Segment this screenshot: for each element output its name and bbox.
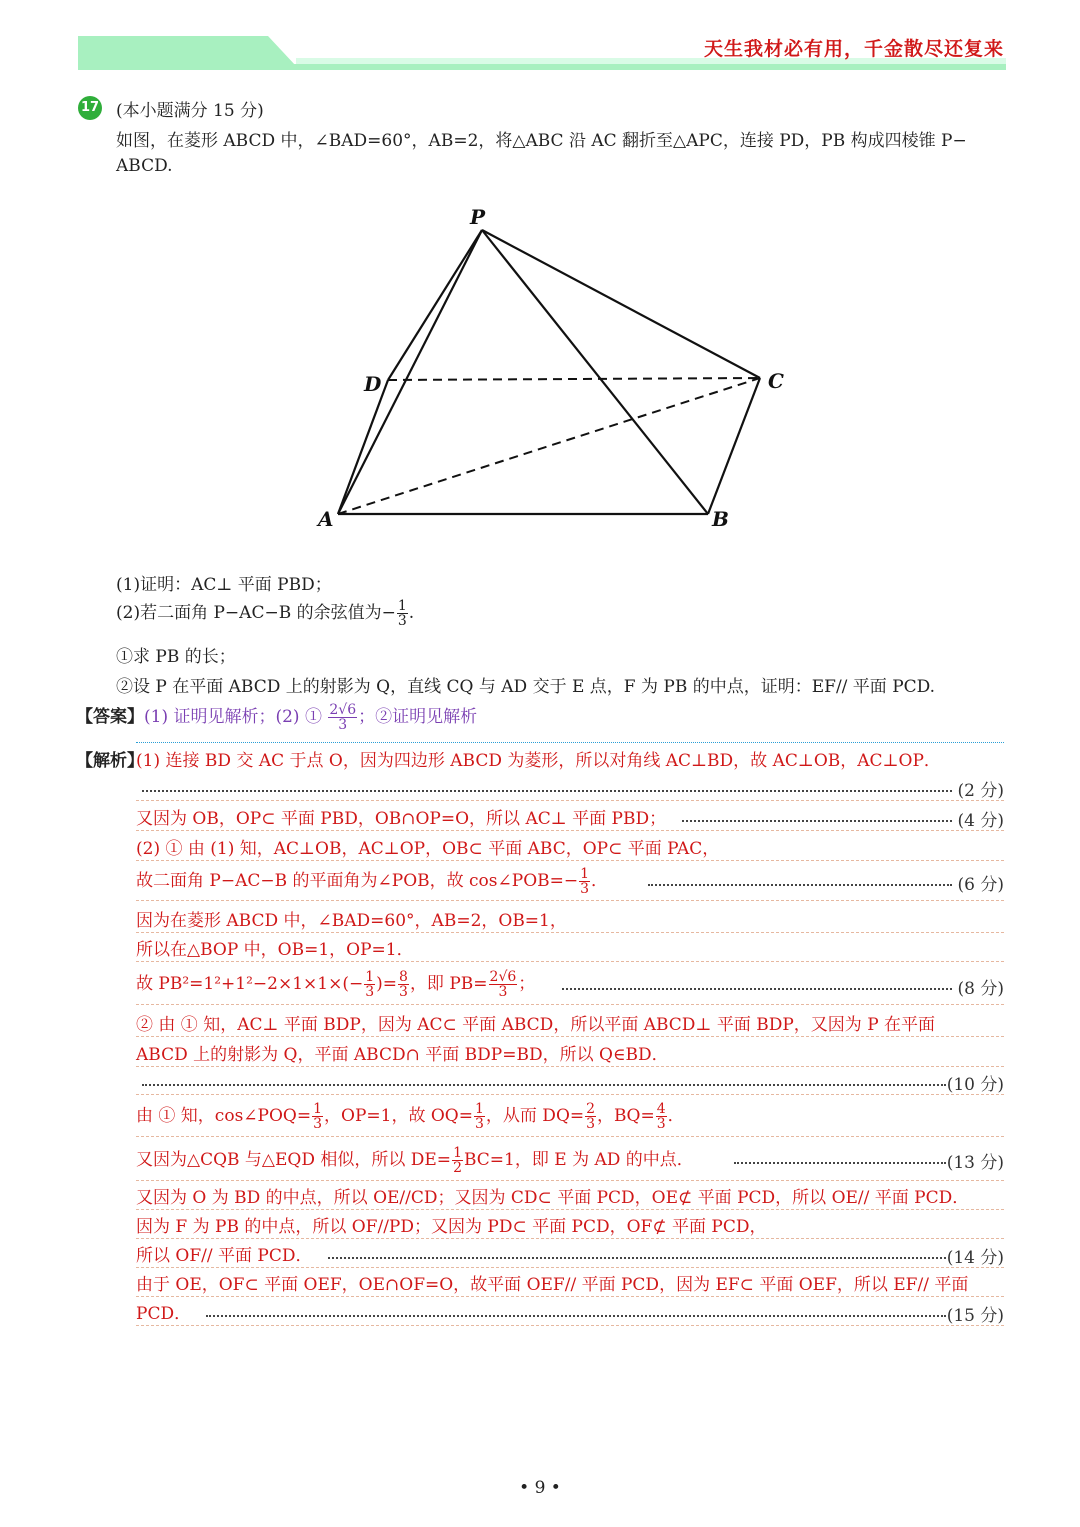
score-note: (本小题满分 15 分) (116, 101, 264, 121)
analysis-row-17: PCD． (136, 1299, 1004, 1326)
score-8: (8 分) (957, 979, 1004, 999)
score-2: (2 分) (957, 781, 1004, 801)
edge-PC (482, 230, 760, 378)
analysis-row-10 (136, 1068, 1004, 1095)
label-B: B (712, 507, 729, 531)
edge-DC-hidden (388, 378, 760, 380)
leader-dots (562, 988, 952, 990)
leader-dots (206, 1315, 946, 1317)
score-6: (6 分) (957, 875, 1004, 895)
leader-dots (328, 1257, 946, 1259)
analysis-row-5: 因为在菱形 ABCD 中，∠BAD=60°，AB=2，OB=1， (136, 906, 1004, 933)
answer-label: 【答案】 (76, 707, 144, 727)
leader-dots (142, 790, 952, 792)
part-2-text: (2)若二面角 P−AC−B 的余弦值为− (116, 603, 396, 623)
edge-PD (388, 230, 482, 380)
answer-part2: ；②证明见解析 (358, 707, 478, 727)
analysis-row-13: 又因为 O 为 BD 的中点，所以 OE//CD；又因为 CD⊂ 平面 PCD，OE⊄ 平面 PCD，所以 OE// 平面 PCD． (136, 1183, 1004, 1210)
analysis-row-6: 所以在△BOP 中，OB=1，OP=1． (136, 935, 1004, 962)
analysis-row-16: 由于 OE，OF⊂ 平面 OEF，OE∩OF=O，故平面 OEF// 平面 PCD，因为 EF⊂ 平面 OEF，所以 EF// 平面 (136, 1270, 1004, 1297)
leader-dots (734, 1162, 946, 1164)
part-2-fraction: $\frac{1}{3}$ (397, 598, 407, 629)
cos-pob-fraction: $\frac{1}{3}$ (580, 866, 590, 897)
leader-dots (648, 884, 952, 886)
pyramid-figure (306, 196, 802, 552)
score-13: (13 分) (946, 1153, 1004, 1173)
answer-fraction: $\frac{2√6}{3}$ (329, 702, 357, 733)
score-4: (4 分) (957, 811, 1004, 831)
stem-line-2: ABCD. (116, 156, 173, 176)
analysis-row-12: 又因为△CQB 与△EQD 相似，所以 DE= $\frac{1}{2}$ BC=1，即 E 为 AD 的中点． (136, 1140, 1004, 1181)
analysis-label: 【解析】 (76, 751, 144, 771)
part-2: (2)若二面角 P−AC−B 的余弦值为− $\frac{1}{3}$ . (116, 598, 415, 629)
part-1: (1)证明：AC⊥ 平面 PBD； (116, 575, 332, 595)
stem-line-1: 如图，在菱形 ABCD 中，∠BAD=60°，AB=2，将△ABC 沿 AC 翻折至△APC，连接 PD，PB 构成四棱锥 P− (116, 131, 967, 151)
leader-dots (142, 1084, 946, 1086)
leader-dots (682, 820, 952, 822)
analysis-row-1-score (136, 774, 1004, 801)
analysis-row-11: 由 ① 知，cos∠POQ= $\frac{1}{3}$ ，OP=1，故 OQ= $\frac{1}{3}$ ，从而 DQ= $\frac{2}{3}$ ，BQ= $\frac{4}{3}$ ． (136, 1096, 1004, 1137)
label-D: D (364, 372, 382, 396)
analysis-row-15: 所以 OF// 平面 PCD． (136, 1241, 1004, 1268)
answer-divider (136, 742, 1004, 743)
label-P: P (470, 205, 486, 229)
page-number: • 9 • (519, 1478, 561, 1498)
sub-question-2: ②设 P 在平面 ABCD 上的射影为 Q，直线 CQ 与 AD 交于 E 点，F 为 PB 的中点，证明：EF// 平面 PCD. (116, 677, 936, 697)
question-number-badge: 17 (78, 96, 102, 120)
edge-AC-hidden (338, 378, 760, 514)
analysis-row-8: ② 由 ① 知，AC⊥ 平面 BDP，因为 AC⊂ 平面 ABCD，所以平面 ABCD⊥ 平面 BDP，又因为 P 在平面 (136, 1010, 1004, 1037)
sub-question-1: ①求 PB 的长； (116, 647, 236, 667)
answer-line (76, 702, 477, 732)
score-15: (15 分) (946, 1306, 1004, 1326)
analysis-row-3: (2) ① 由 (1) 知，AC⊥OB，AC⊥OP，OB⊂ 平面 ABC，OP⊂ 平面 PAC， (136, 834, 1004, 861)
analysis-row-1: (1) 连接 BD 交 AC 于点 O，因为四边形 ABCD 为菱形，所以对角线 AC⊥BD，故 AC⊥OB，AC⊥OP． (136, 751, 941, 771)
analysis-row-14: 因为 F 为 PB 的中点，所以 OF//PD；又因为 PD⊂ 平面 PCD，OF⊄ 平面 PCD， (136, 1212, 1004, 1239)
score-14: (14 分) (946, 1248, 1004, 1268)
analysis-row-7: 故 PB²=1²+1²−2×1×1×(− $\frac{1}{3}$ )= $\frac{8}{3}$ ，即 PB= $\frac{2√6}{3}$ ； (136, 964, 1004, 1005)
analysis-row-2: 又因为 OB，OP⊂ 平面 PBD，OB∩OP=O，所以 AC⊥ 平面 PBD； (136, 804, 1004, 831)
edge-AD (338, 380, 388, 514)
label-C: C (768, 369, 784, 393)
header-slogan: 天生我材必有用，千金散尽还复来 (703, 38, 1004, 60)
edge-BC (708, 378, 760, 514)
analysis-row-9: ABCD 上的射影为 Q，平面 ABCD∩ 平面 BDP=BD，所以 Q∈BD． (136, 1040, 1004, 1067)
analysis-row-4: 故二面角 P−AC−B 的平面角为∠POB，故 cos∠POB=− $\frac{1}{3}$ ． (136, 862, 1004, 901)
answer-part1: (1) 证明见解析；(2) ① (144, 707, 328, 727)
score-10: (10 分) (946, 1075, 1004, 1095)
edge-PA (338, 230, 482, 514)
edge-PB (482, 230, 708, 514)
label-A: A (318, 507, 334, 531)
